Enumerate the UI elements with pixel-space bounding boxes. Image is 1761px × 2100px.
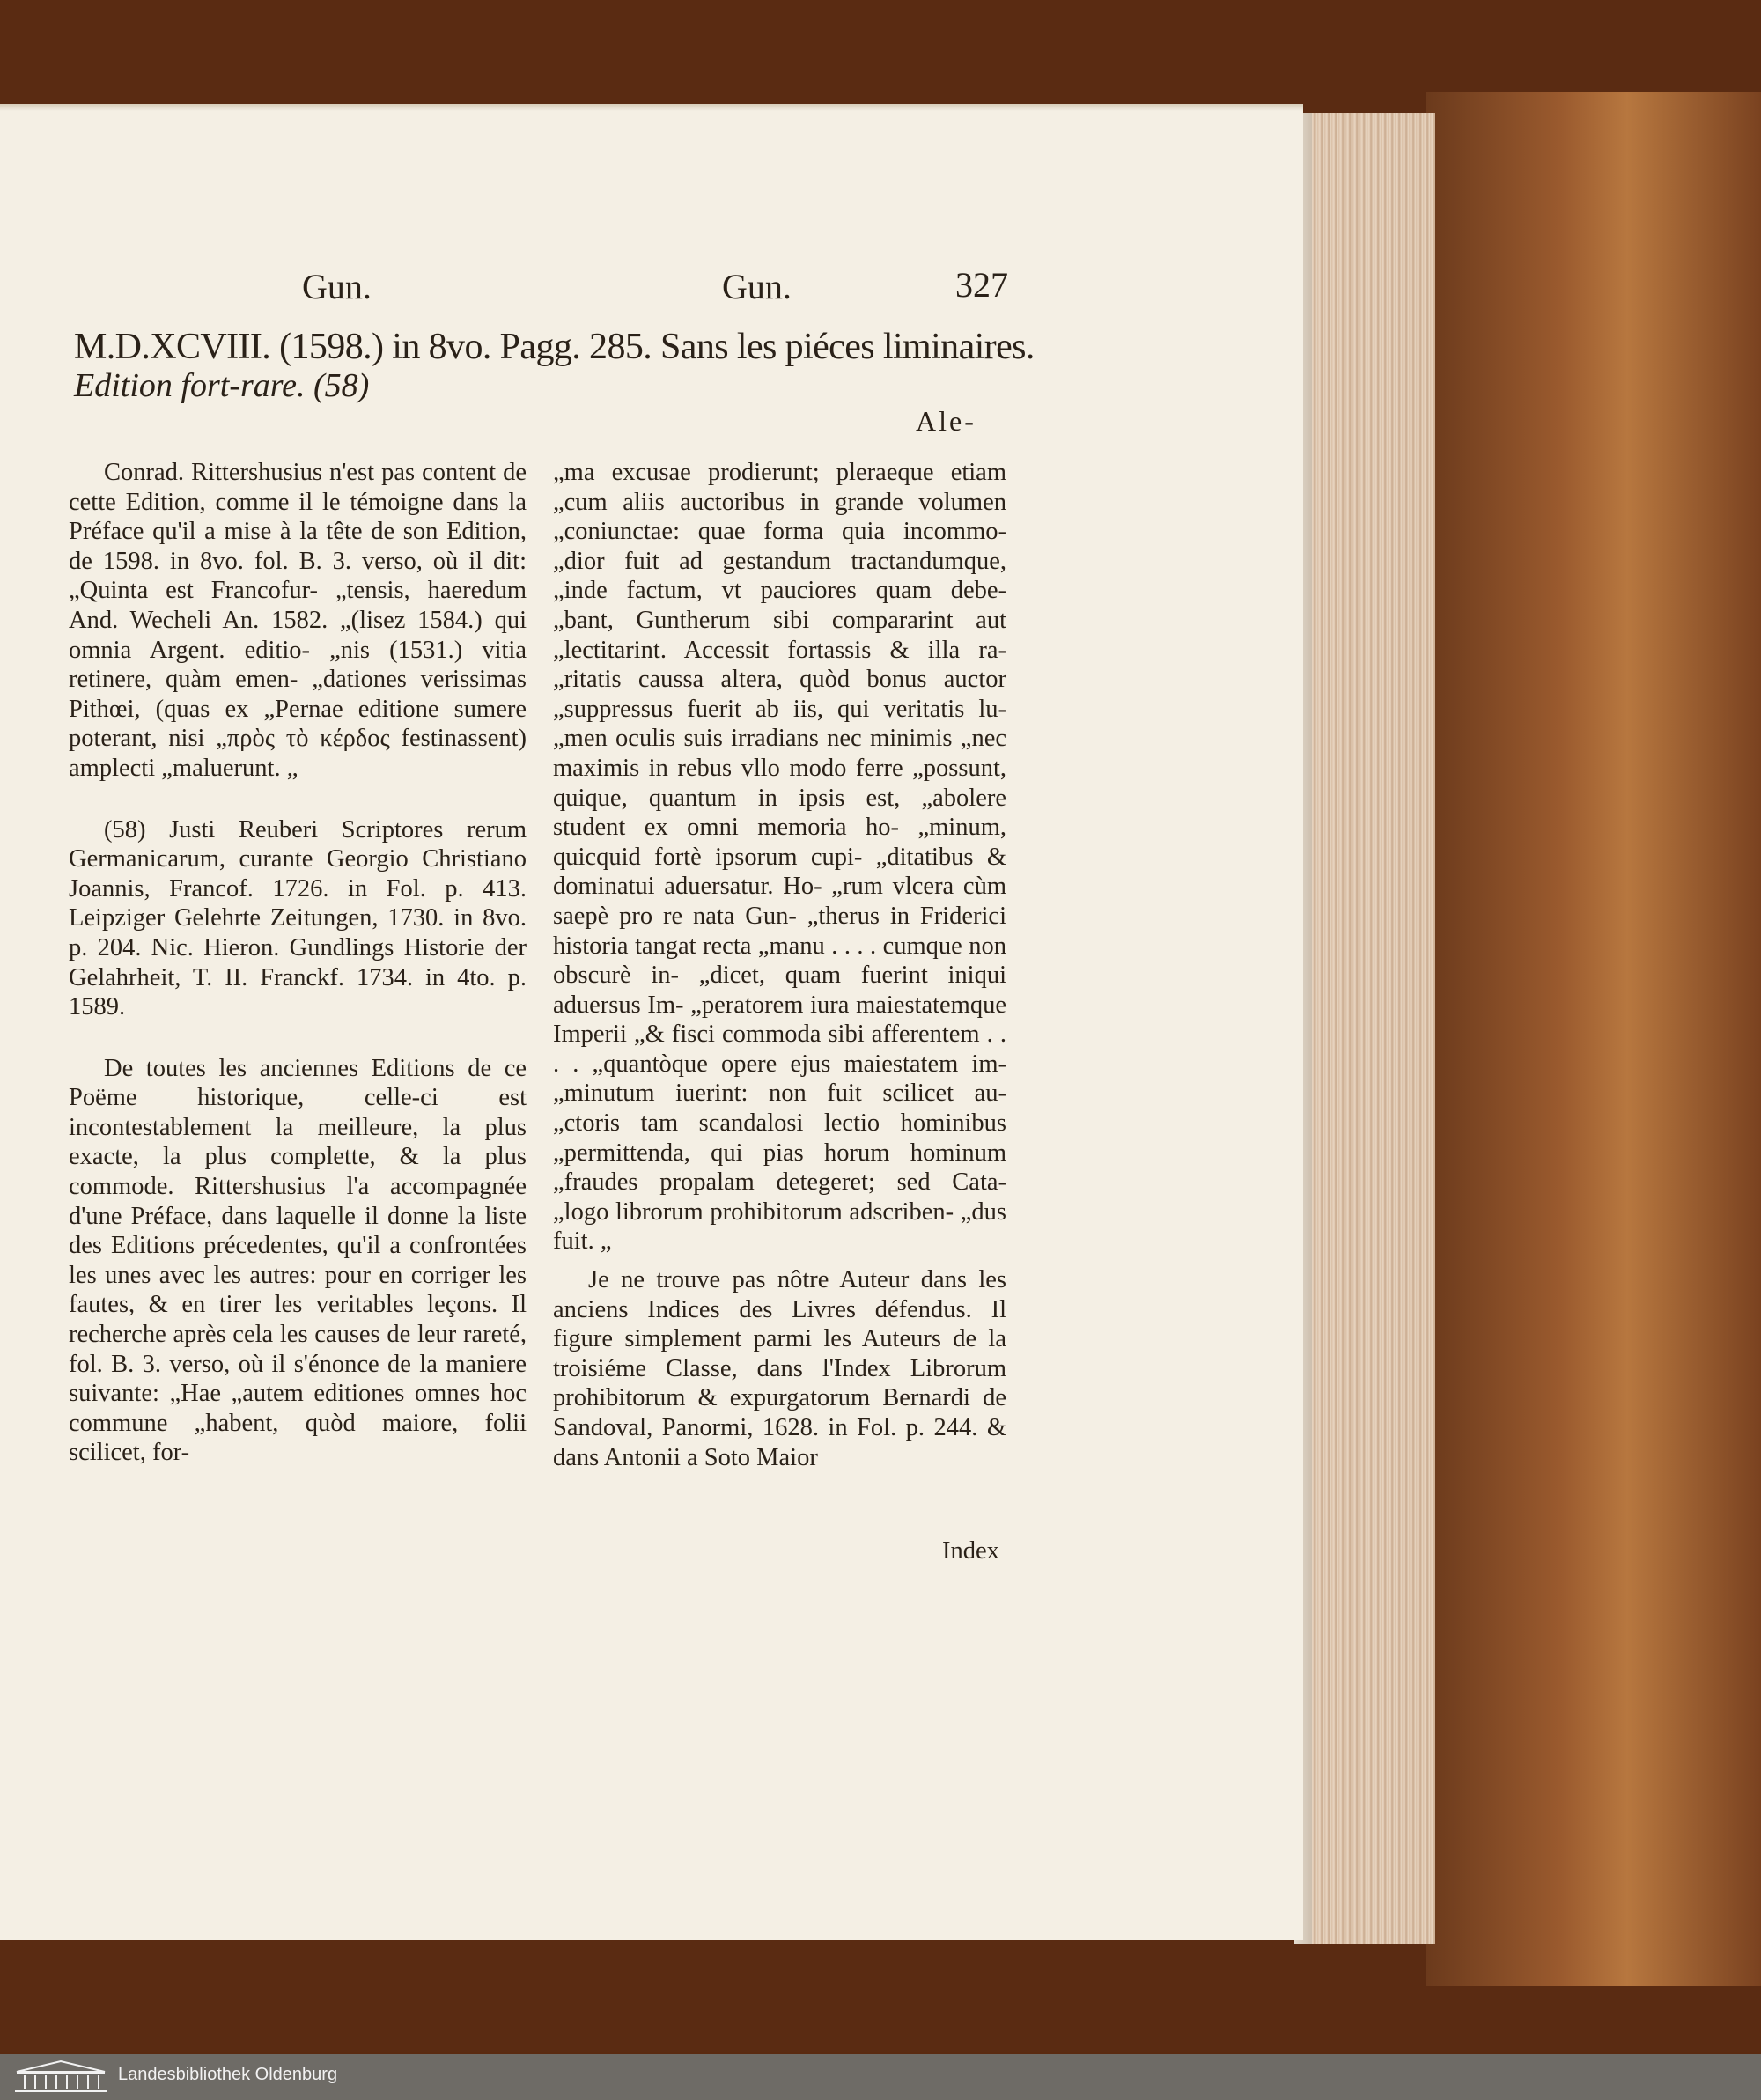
edition-title: M.D.XCVIII. (1598.) in 8vo. Pagg. 285. Sans les piéces liminaires. xyxy=(74,327,1035,367)
catchword-top: Ale- xyxy=(916,405,976,437)
running-head-left: Gun. xyxy=(302,267,372,306)
paragraph-editions: De toutes les anciennes Editions de ce Poëme historique, celle-ci est incontestablement la meilleure, la plus exacte, la plus complette, & la plus commode. Rittershusius l'a accompagnée d'une Préface, dans laquelle il donne la liste des Editions précedentes, qu'il a confrontées les unes avec les autres: pour en corriger les fautes, & en tirer les veritables leçons. Il recherche après cela les causes de leur rareté, fol. B. 3. verso, où il s'énonce de la maniere suivante: „Hae „autem editiones omnes hoc commune „habent, quòd maiore, folii scilicet, for- xyxy=(69,1054,527,1467)
latin-quotation: „ma excusae prodierunt; pleraeque etiam „cum aliis auctoribus in grande volumen „coniunctae: quae forma quia incommo- „dior fuit ad gestandum tractandumque, „inde factum, vt pauciores quam debe- „bant, Guntherum sibi compararint aut „lectitarint. Accessit fortassis & illa ra- „ritatis caussa altera, quòd bonus auctor „suppressus fuerit ab iis, qui veritatis lu- „men oculis suis irradians nec minimis „nec maximis in rebus vllo modo ferre „possunt, quique, quantum in ipsis est, „abolere student ex omni memoria ho- „minum, quicquid fortè ipsorum cupi- „ditatibus & dominatui aduersatur. Ho- „rum vlcera cùm saepè pro re nata Gun- „therus in Friderici historia tangat recta „manu . . . . cumque non obscurè in- „dicet, quam fuerint iniqui aduersus Im- „peratorem iura maiestatemque Imperii „& fisci commoda sibi afferentem . . . . „quantòque opere ejus maiestatem im- „minutum iuerint: non fuit scilicet au- „ctoris tam scandalosi lectio hominibus „permittenda, qui pias horum hominum „fraudes propalam detegeret; sed Cata- „logo librorum prohibitorum adscriben- „dus fuit. „ xyxy=(553,459,1006,1256)
paragraph-rittershusius: Conrad. Rittershusius n'est pas content de cette Edition, comme il le témoigne dans la Préface qu'il a mise à la tête de son Edition, de 1598. in 8vo. fol. B. 3. verso, où il dit: „Quinta est Francofur- „tensis, haeredum And. Wecheli An. 1582. „(lisez 1584.) qui omnia Argent. editio- „nis (1531.) vitia retinere, quàm emen- „dationes verissimas Pithœi, (quas ex „Pernae editione sumere poterant, nisi „πρὸς τὸ κέρδος festinassent) amplecti „maluerunt. „ xyxy=(69,459,527,782)
catchword-bottom: Index xyxy=(942,1537,999,1565)
footer-bar xyxy=(0,2054,1761,2100)
book-cover xyxy=(1426,92,1761,1986)
library-building-icon xyxy=(12,2059,109,2095)
paragraph-indices: Je ne trouve pas nôtre Auteur dans les anciens Indices des Livres défendus. Il figure simplement parmi les Auteurs de la troisiéme Classe, dans l'Index Librorum prohibitorum & expurgatorum Bernardi de Sandoval, Panormi, 1628. in Fol. p. 244. & dans Antonii a Soto Maior xyxy=(553,1266,1006,1471)
running-head-center: Gun. xyxy=(722,267,792,306)
right-column xyxy=(553,458,1006,1472)
library-name: Landesbibliothek Oldenburg xyxy=(118,2065,338,2084)
edition-note: Edition fort-rare. (58) xyxy=(74,367,370,404)
left-column xyxy=(69,458,527,1468)
footnote-58: (58) Justi Reuberi Scriptores rerum Germanicarum, curante Georgio Christiano Joannis, Francof. 1726. in Fol. p. 413. Leipziger Gelehrte Zeitungen, 1730. in 8vo. p. 204. Nic. Hieron. Gundlings Historie der Gelahrheit, T. II. Franckf. 1734. in 4to. p. 1589. xyxy=(69,815,527,1021)
page-edges xyxy=(1303,113,1435,1944)
page-number: 327 xyxy=(955,265,1008,305)
